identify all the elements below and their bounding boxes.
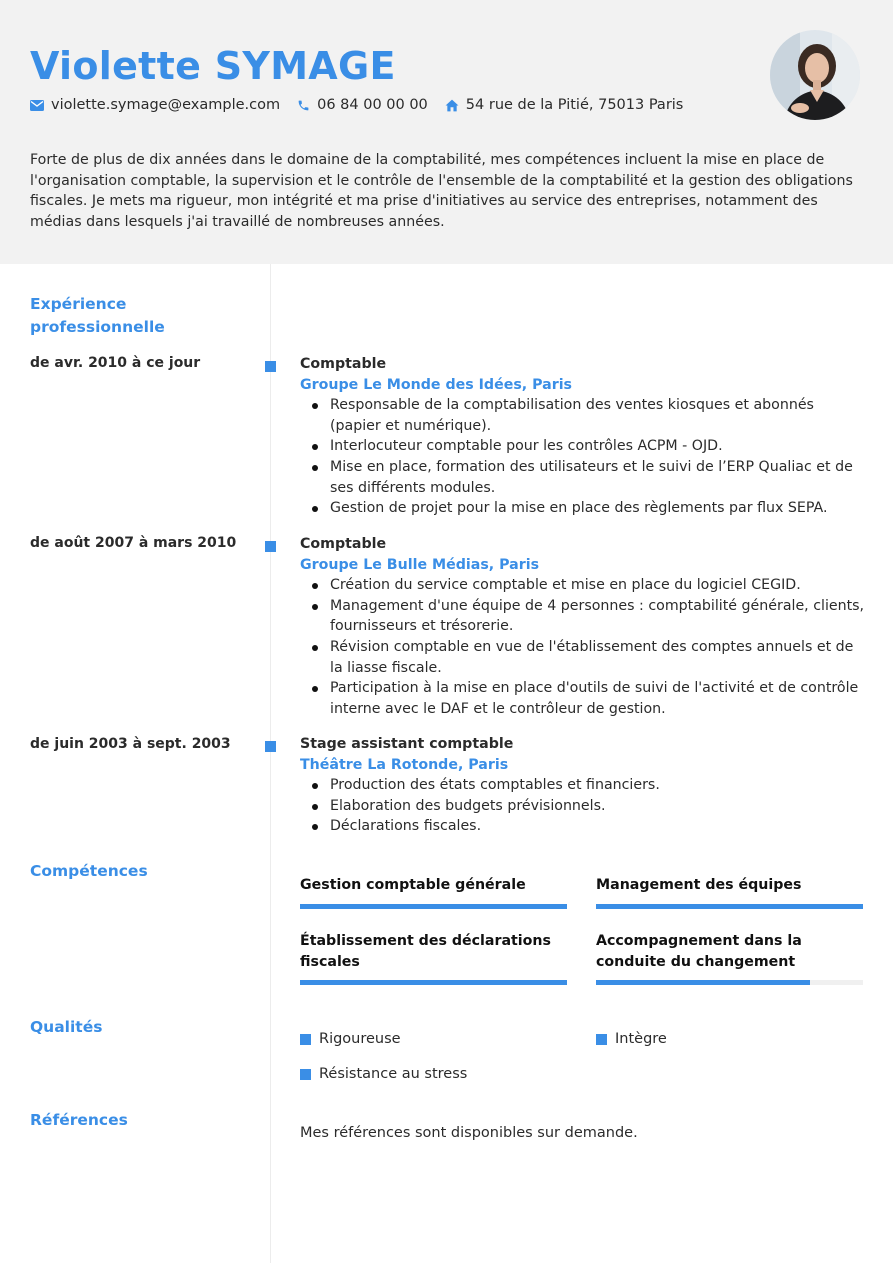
experience-role: Stage assistant comptable <box>300 736 514 752</box>
profile-summary: Forte de plus de dix années dans le domaine de la comptabilité, mes compétences incluent la mise en place de l'organisation comptable, la supervision et le contrôle de l'ensemble de la comptabilité et la gestion des obligations fiscales. Je mets ma rigueur, mon intégrité et ma prise d'initiatives au service des entreprises, notamment des médias dans lesquels j'ai travaillé de nombreuses années. <box>30 152 853 231</box>
experience-bullet: Interlocuteur comptable pour les contrôles ACPM - OJD. <box>300 436 865 457</box>
skill-bar <box>596 980 863 985</box>
quality-item <box>300 1031 401 1047</box>
mail-icon <box>30 100 44 111</box>
skill-bar-fill <box>300 904 567 909</box>
experience-bullet: Elaboration des budgets prévisionnels. <box>300 796 865 817</box>
section-title-references: Références <box>30 1111 128 1129</box>
experience-bullet: Production des états comptables et financiers. <box>300 775 865 796</box>
quality-marker <box>300 1034 311 1045</box>
email-text: violette.symage@example.com <box>51 97 281 113</box>
quality-item <box>596 1031 667 1047</box>
experience-bullet: Participation à la mise en place d'outils de suivi de l'activité et de contrôle interne avec le DAF et le contrôleur de gestion. <box>300 678 865 719</box>
timeline-marker <box>265 541 276 552</box>
contact-phone[interactable] <box>297 97 428 113</box>
skill-name: Gestion comptable générale <box>300 877 526 893</box>
skill-item <box>300 931 567 972</box>
phone-text: 06 84 00 00 00 <box>317 97 428 113</box>
skill-name: Accompagnement dans la conduite du changement <box>596 933 802 970</box>
skill-name: Établissement des déclarations fiscales <box>300 933 551 970</box>
experience-bullet: Révision comptable en vue de l'établissement des comptes annuels et de la liasse fiscale. <box>300 637 865 678</box>
skill-bar <box>300 904 567 909</box>
header <box>0 0 893 264</box>
experience-bullet: Responsable de la comptabilisation des ventes kiosques et abonnés (papier et numérique). <box>300 395 865 436</box>
skill-bar-fill <box>596 904 863 909</box>
experience-entry <box>300 734 865 837</box>
skill-bar-fill <box>596 980 810 985</box>
quality-label: Intègre <box>615 1031 667 1047</box>
skill-name: Management des équipes <box>596 877 802 893</box>
timeline-marker <box>265 741 276 752</box>
skill-item <box>596 931 863 972</box>
home-icon <box>445 99 459 112</box>
experience-role: Comptable <box>300 356 387 372</box>
experience-entry <box>300 354 865 519</box>
column-divider <box>270 264 271 1263</box>
experience-company: Groupe Le Bulle Médias, Paris <box>300 556 540 573</box>
experience-bullet: Création du service comptable et mise en place du logiciel CEGID. <box>300 575 865 596</box>
skill-item <box>596 875 863 896</box>
skill-bar <box>300 980 567 985</box>
experience-bullets <box>300 395 865 519</box>
experience-role: Comptable <box>300 536 387 552</box>
experience-company: Groupe Le Monde des Idées, Paris <box>300 376 573 393</box>
quality-marker <box>300 1069 311 1080</box>
experience-bullets <box>300 775 865 837</box>
candidate-name: Violette SYMAGE <box>30 44 396 88</box>
experience-bullet: Déclarations fiscales. <box>300 816 865 837</box>
section-title-skills: Compétences <box>30 862 148 880</box>
experience-bullets <box>300 575 865 719</box>
address-text: 54 rue de la Pitié, 75013 Paris <box>465 97 684 113</box>
section-title-qualities: Qualités <box>30 1018 103 1036</box>
experience-date: de juin 2003 à sept. 2003 <box>30 736 231 752</box>
contact-email[interactable] <box>30 97 280 113</box>
profile-photo <box>770 30 860 120</box>
experience-bullet: Management d'une équipe de 4 personnes : comptabilité générale, clients, fournisseurs et trésorerie. <box>300 596 865 637</box>
experience-date: de août 2007 à mars 2010 <box>30 535 237 551</box>
contact-address <box>445 97 684 113</box>
skill-item <box>300 875 567 896</box>
experience-bullet: Gestion de projet pour la mise en place des règlements par flux SEPA. <box>300 498 865 519</box>
section-title-experience: Expérience professionnelle <box>30 295 165 336</box>
experience-entry <box>300 534 865 719</box>
skill-bar <box>596 904 863 909</box>
quality-marker <box>596 1034 607 1045</box>
experience-date: de avr. 2010 à ce jour <box>30 355 201 371</box>
contact-info <box>30 97 700 113</box>
quality-item <box>300 1066 467 1082</box>
quality-label: Rigoureuse <box>319 1031 401 1047</box>
skill-bar-fill <box>300 980 567 985</box>
experience-company: Théâtre La Rotonde, Paris <box>300 756 509 773</box>
references-text: Mes références sont disponibles sur demande. <box>300 1125 638 1141</box>
experience-bullet: Mise en place, formation des utilisateurs et le suivi de l’ERP Qualiac et de ses différents modules. <box>300 457 865 498</box>
timeline-marker <box>265 361 276 372</box>
phone-icon <box>297 99 310 112</box>
quality-label: Résistance au stress <box>319 1066 468 1082</box>
